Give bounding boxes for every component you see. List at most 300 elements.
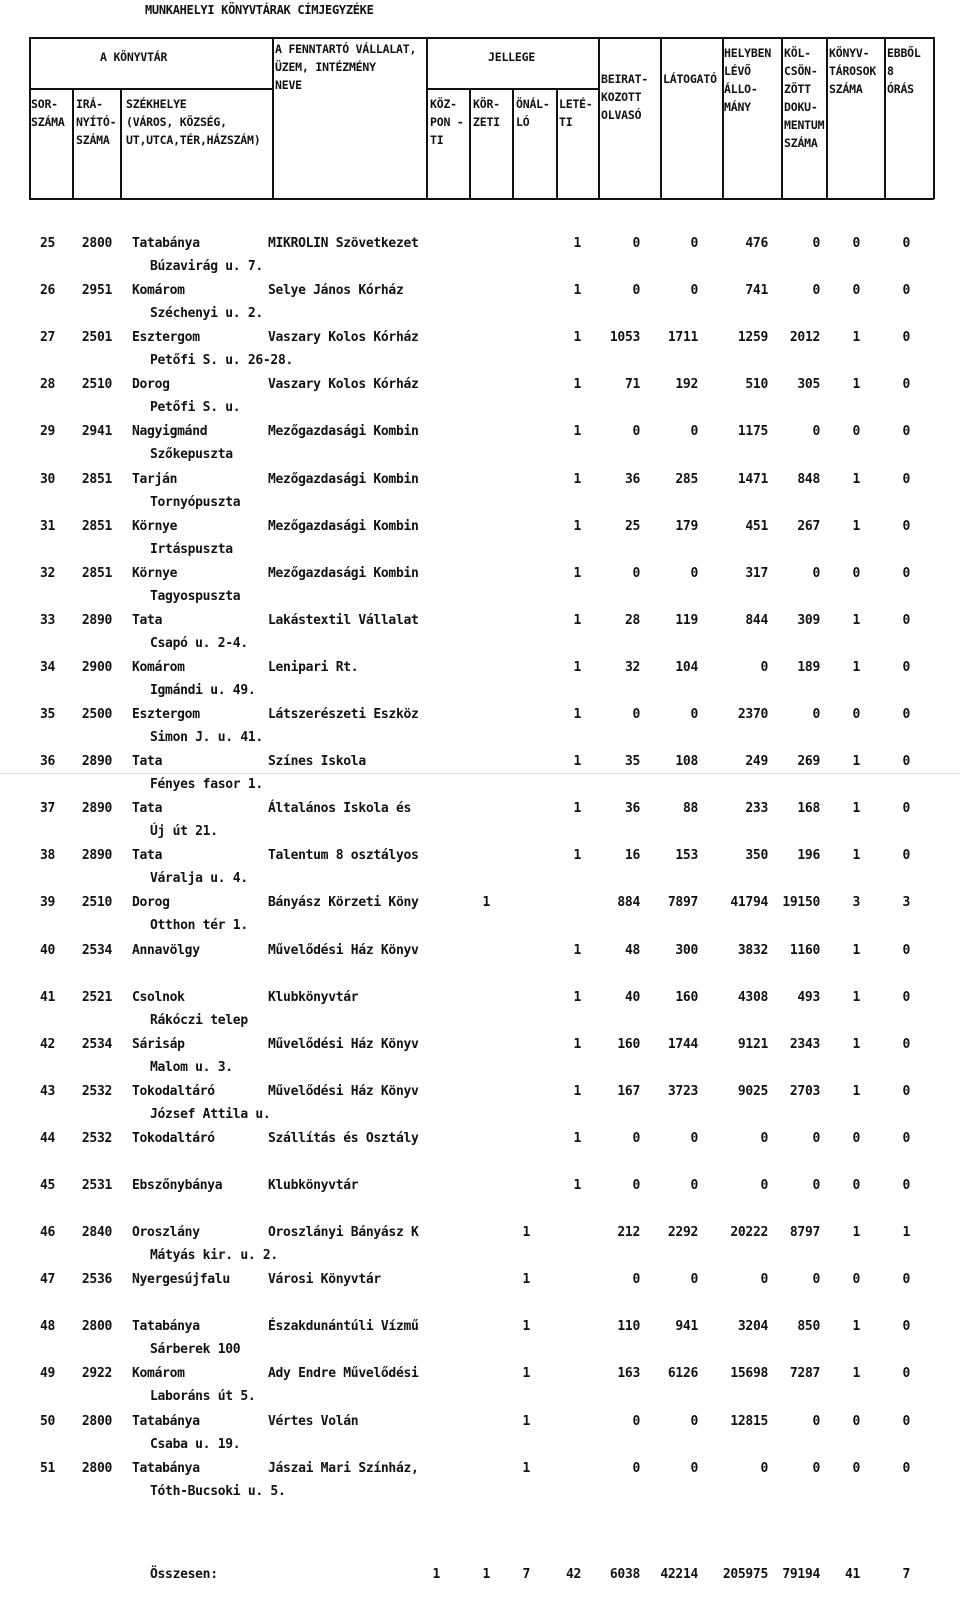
header-fenntarto-line: A FENNTARTÓ VÁLLALAT,: [275, 42, 417, 56]
cell-sor: 28: [39, 377, 55, 393]
cell-org: Oroszlányi Bányász K: [268, 1225, 419, 1241]
col-border-4: [426, 37, 428, 199]
cell-ir: 2851: [81, 471, 112, 487]
cell-let: 1: [573, 1178, 581, 1193]
cell-beirat: 0: [632, 1272, 640, 1288]
cell-beirat: 0: [632, 236, 640, 251]
cell-ebbol: 0: [902, 471, 910, 487]
cell-ir: 2510: [81, 895, 112, 911]
cell-let: 1: [573, 754, 581, 770]
cell-konyv: 1: [852, 377, 860, 393]
scan-fold-line: [0, 773, 960, 774]
cell-org: Vértes Volán: [268, 1413, 359, 1429]
cell-sor: 26: [39, 283, 55, 299]
cell-konyv: 1: [852, 989, 860, 1005]
cell-let: 1: [573, 1130, 581, 1146]
cell-kolcs: 0: [812, 707, 820, 722]
cell-ir: 2941: [81, 424, 112, 440]
header-beirat-line: KOZOTT: [601, 90, 642, 104]
cell-ir: 2951: [81, 283, 112, 299]
cell-sor: 31: [39, 518, 55, 534]
cell-let: 1: [573, 659, 581, 675]
cell-hely: 233: [745, 801, 768, 817]
cell-konyv: 1: [852, 659, 860, 675]
cell-let: 1: [573, 565, 581, 581]
header-kolcson-line: DOKU-: [784, 100, 818, 114]
cell-ebbol: 0: [902, 612, 910, 628]
header-sorszama-line: SOR-: [31, 97, 58, 111]
cell-beirat: 25: [624, 518, 640, 534]
cell-kolcs: 2012: [789, 330, 820, 346]
cell-org: Mezőgazdasági Kombin: [268, 424, 419, 440]
cell-sor: 27: [39, 330, 55, 346]
header-korzeti-line: KÖR-: [473, 97, 500, 111]
cell-hely: 2370: [737, 707, 768, 722]
cell-let: 1: [573, 377, 581, 393]
cell-konyv: 0: [852, 1130, 860, 1146]
col-border-14: [933, 37, 935, 199]
cell-hely: 0: [760, 1178, 768, 1193]
cell-ir: 2531: [81, 1178, 112, 1193]
cell-hely: 1259: [737, 330, 768, 346]
total-konyv: 41: [844, 1567, 860, 1582]
cell-org: Ady Endre Művelődési: [268, 1366, 419, 1382]
cell-onal: 1: [522, 1460, 530, 1476]
cell-kolcs: 2703: [789, 1083, 820, 1099]
header-iranyitoszama-line: IRÁ-: [76, 97, 103, 111]
total-beirat: 6038: [609, 1567, 640, 1582]
cell-let: 1: [573, 471, 581, 487]
cell-ebbol: 3: [902, 895, 910, 911]
cell-konyv: 1: [852, 801, 860, 817]
cell-ir: 2890: [81, 612, 112, 628]
cell-city: Tata: [132, 612, 163, 628]
header-helyben-line: LÉVŐ: [724, 64, 751, 78]
cell-let: 1: [573, 801, 581, 817]
total-onal: 7: [522, 1567, 530, 1582]
cell-beirat: 36: [624, 471, 640, 487]
col-border-9: [660, 37, 662, 199]
cell-city: Komárom: [132, 1366, 185, 1382]
cell-ir: 2532: [81, 1083, 112, 1099]
cell-city: Esztergom: [132, 330, 200, 346]
cell-ebbol: 0: [902, 801, 910, 817]
cell-sor: 47: [39, 1272, 55, 1288]
cell-lat: 6126: [667, 1366, 698, 1382]
header-fenntarto-line: ÜZEM, INTÉZMÉNY: [275, 60, 376, 74]
cell-kolcs: 0: [812, 283, 820, 299]
header-subdivider-konyvtar: [29, 88, 272, 90]
col-border-8: [598, 37, 600, 199]
cell-ir: 2510: [81, 377, 112, 393]
header-konyvtarosok-line: TÁROSOK: [829, 64, 877, 78]
cell-city: Nyergesújfalu: [132, 1272, 230, 1288]
cell-kolcs: 305: [797, 377, 820, 393]
cell-konyv: 1: [852, 1366, 860, 1382]
header-kolcson-line: SZÁMA: [784, 136, 818, 150]
cell-org: Klubkönyvtár: [268, 1178, 359, 1193]
cell-org: Vaszary Kolos Kórház: [268, 377, 419, 393]
header-helyben-line: HELYBEN: [724, 46, 772, 60]
cell-lat: 0: [690, 236, 698, 251]
cell-beirat: 212: [617, 1225, 640, 1241]
cell-hely: 15698: [730, 1366, 768, 1382]
cell-org: Lenipari Rt.: [268, 659, 359, 675]
cell-ebbol: 0: [902, 1319, 910, 1335]
cell-city: Tata: [132, 801, 163, 817]
col-border-1: [72, 88, 74, 199]
header-kolcson-line: KÖL-: [784, 46, 811, 60]
cell-konyv: 1: [852, 942, 860, 958]
cell-city: Annavölgy: [132, 942, 200, 958]
header-group-konyvtar: A KÖNYVTÁR: [100, 50, 168, 64]
header-konyvtarosok-line: KÖNYV-: [829, 46, 870, 60]
cell-kor: 1: [482, 895, 490, 911]
cell-lat: 160: [675, 989, 698, 1005]
total-ebbol: 7: [902, 1567, 910, 1582]
cell-beirat: 16: [624, 848, 640, 864]
cell-konyv: 1: [852, 1225, 860, 1241]
cell-ebbol: 0: [902, 283, 910, 299]
cell-kolcs: 493: [797, 989, 820, 1005]
cell-ebbol: 0: [902, 848, 910, 864]
cell-city: Ebszőnybánya: [132, 1178, 223, 1193]
col-border-10: [722, 37, 724, 199]
col-border-5: [469, 88, 471, 199]
cell-city: Környe: [132, 565, 178, 581]
header-szekhelye-line: SZÉKHELYE: [126, 97, 187, 111]
cell-beirat: 0: [632, 1460, 640, 1476]
cell-address: Igmándi u. 49.: [150, 682, 256, 698]
cell-kolcs: 0: [812, 565, 820, 581]
cell-hely: 249: [745, 754, 768, 770]
cell-ebbol: 0: [902, 424, 910, 440]
col-border-13: [884, 37, 886, 199]
cell-ebbol: 0: [902, 659, 910, 675]
cell-beirat: 28: [624, 612, 640, 628]
cell-address: Szőkepuszta: [150, 447, 233, 463]
cell-beirat: 163: [617, 1366, 640, 1382]
cell-ir: 2521: [81, 989, 112, 1005]
cell-lat: 0: [690, 1272, 698, 1288]
cell-kolcs: 0: [812, 1178, 820, 1193]
cell-sor: 37: [39, 801, 55, 817]
cell-beirat: 0: [632, 424, 640, 440]
cell-ebbol: 0: [902, 330, 910, 346]
cell-ir: 2851: [81, 565, 112, 581]
cell-let: 1: [573, 518, 581, 534]
cell-sor: 43: [39, 1083, 55, 1099]
cell-ebbol: 0: [902, 1178, 910, 1193]
cell-hely: 476: [745, 236, 768, 251]
header-fenntarto-line: NEVE: [275, 78, 302, 92]
header-onallo-line: LÓ: [516, 115, 530, 129]
cell-org: Művelődési Ház Könyv: [268, 942, 419, 958]
cell-org: Művelődési Ház Könyv: [268, 1036, 419, 1052]
cell-address: Tagyospuszta: [150, 588, 241, 604]
cell-kolcs: 1160: [789, 942, 820, 958]
cell-city: Tarján: [132, 471, 178, 487]
header-helyben-line: MÁNY: [724, 100, 751, 114]
cell-city: Tatabánya: [132, 1413, 200, 1429]
cell-kolcs: 7287: [789, 1366, 820, 1382]
cell-address: József Attila u.: [150, 1106, 271, 1122]
header-kolcson-line: CSÖN-: [784, 64, 818, 78]
cell-ebbol: 1: [902, 1225, 910, 1241]
cell-sor: 25: [39, 236, 55, 251]
cell-onal: 1: [522, 1225, 530, 1241]
header-latogato-line: LÁTOGATÓ: [663, 72, 717, 86]
cell-kolcs: 168: [797, 801, 820, 817]
header-kolcson-line: MENTUM: [784, 118, 825, 132]
cell-ir: 2900: [81, 659, 112, 675]
cell-sor: 40: [39, 942, 55, 958]
header-kozponti-line: PON -: [430, 115, 464, 129]
cell-address: Fényes fasor 1.: [150, 777, 263, 793]
cell-sor: 42: [39, 1036, 55, 1052]
header-kolcson-line: ZÖTT: [784, 82, 811, 96]
cell-city: Esztergom: [132, 707, 200, 722]
cell-hely: 20222: [730, 1225, 768, 1241]
total-kor: 1: [482, 1567, 490, 1582]
cell-city: Nagyigmánd: [132, 424, 208, 440]
total-kolcs: 79194: [782, 1567, 820, 1582]
cell-address: Tornyópuszta: [150, 494, 241, 510]
header-onallo-line: ÖNÁL-: [516, 97, 550, 111]
cell-hely: 9121: [737, 1036, 768, 1052]
header-beirat-line: OLVASÓ: [601, 108, 642, 122]
cell-address: Irtáspuszta: [150, 541, 233, 557]
cell-address: Malom u. 3.: [150, 1059, 233, 1075]
cell-address: Otthon tér 1.: [150, 918, 248, 934]
cell-lat: 0: [690, 1178, 698, 1193]
cell-sor: 45: [39, 1178, 55, 1193]
cell-hely: 741: [745, 283, 768, 299]
header-group-jellege: JELLEGE: [488, 50, 536, 64]
header-ebbol-line: ÓRÁS: [887, 82, 914, 96]
total-let: 42: [565, 1567, 581, 1582]
cell-org: Talentum 8 osztályos: [268, 848, 419, 864]
cell-ebbol: 0: [902, 565, 910, 581]
cell-org: Mezőgazdasági Kombin: [268, 518, 419, 534]
cell-sor: 44: [39, 1130, 55, 1146]
cell-address: Tóth-Bucsoki u. 5.: [150, 1483, 286, 1499]
cell-lat: 0: [690, 424, 698, 440]
cell-city: Tata: [132, 848, 163, 864]
cell-org: Városi Könyvtár: [268, 1272, 381, 1288]
cell-beirat: 1053: [609, 330, 640, 346]
cell-ir: 2800: [81, 1460, 112, 1476]
cell-lat: 0: [690, 707, 698, 722]
header-leteti-line: TI: [559, 115, 573, 129]
cell-ir: 2890: [81, 801, 112, 817]
cell-konyv: 0: [852, 565, 860, 581]
cell-beirat: 110: [617, 1319, 640, 1335]
cell-kolcs: 267: [797, 518, 820, 534]
cell-ebbol: 0: [902, 942, 910, 958]
cell-hely: 9025: [737, 1083, 768, 1099]
header-kozponti-line: TI: [430, 133, 444, 147]
cell-konyv: 0: [852, 707, 860, 722]
cell-sor: 30: [39, 471, 55, 487]
cell-let: 1: [573, 848, 581, 864]
cell-sor: 32: [39, 565, 55, 581]
cell-lat: 0: [690, 1130, 698, 1146]
cell-ebbol: 0: [902, 236, 910, 251]
cell-city: Tokodaltáró: [132, 1083, 215, 1099]
cell-address: Új út 21.: [150, 824, 218, 840]
cell-lat: 300: [675, 942, 698, 958]
cell-ebbol: 0: [902, 707, 910, 722]
header-szekhelye-line: UT,UTCA,TÉR,HÁZSZÁM): [126, 133, 261, 147]
col-border-2: [120, 88, 122, 199]
cell-hely: 451: [745, 518, 768, 534]
cell-let: 1: [573, 989, 581, 1005]
cell-kolcs: 0: [812, 1130, 820, 1146]
cell-lat: 7897: [667, 895, 698, 911]
cell-hely: 3832: [737, 942, 768, 958]
cell-ebbol: 0: [902, 377, 910, 393]
cell-let: 1: [573, 942, 581, 958]
cell-hely: 41794: [730, 895, 768, 911]
cell-beirat: 0: [632, 283, 640, 299]
header-leteti-line: LETÉ-: [559, 97, 593, 111]
cell-konyv: 1: [852, 848, 860, 864]
total-lat: 42214: [660, 1567, 698, 1582]
cell-kolcs: 189: [797, 659, 820, 675]
cell-sor: 38: [39, 848, 55, 864]
cell-address: Sárberek 100: [150, 1342, 241, 1358]
cell-city: Tatabánya: [132, 236, 200, 251]
cell-city: Dorog: [132, 377, 170, 393]
cell-org: MIKROLIN Szövetkezet: [268, 236, 419, 251]
cell-kolcs: 269: [797, 754, 820, 770]
cell-org: Bányász Körzeti Köny: [268, 895, 419, 911]
col-border-3: [272, 37, 274, 199]
cell-ebbol: 0: [902, 518, 910, 534]
cell-hely: 3204: [737, 1319, 768, 1335]
cell-address: Laboráns út 5.: [150, 1389, 256, 1405]
header-bottom-border: [29, 198, 934, 200]
cell-konyv: 1: [852, 754, 860, 770]
cell-hely: 510: [745, 377, 768, 393]
cell-sor: 41: [39, 989, 55, 1005]
cell-ir: 2890: [81, 848, 112, 864]
cell-city: Tata: [132, 754, 163, 770]
cell-address: Rákóczi telep: [150, 1012, 248, 1028]
cell-ebbol: 0: [902, 1366, 910, 1382]
cell-konyv: 0: [852, 1413, 860, 1429]
document-title: MUNKAHELYI KÖNYVTÁRAK CÍMJEGYZÉKE: [145, 3, 374, 17]
cell-sor: 34: [39, 659, 55, 675]
cell-ir: 2890: [81, 754, 112, 770]
cell-let: 1: [573, 283, 581, 299]
cell-lat: 285: [675, 471, 698, 487]
cell-lat: 119: [675, 612, 698, 628]
cell-lat: 0: [690, 565, 698, 581]
cell-beirat: 167: [617, 1083, 640, 1099]
cell-ir: 2500: [81, 707, 112, 722]
cell-konyv: 0: [852, 1272, 860, 1288]
cell-org: Lakástextil Vállalat: [268, 612, 419, 628]
cell-ir: 2922: [81, 1366, 112, 1382]
cell-hely: 0: [760, 1130, 768, 1146]
cell-ir: 2800: [81, 236, 112, 251]
cell-ebbol: 0: [902, 1083, 910, 1099]
cell-ebbol: 0: [902, 1272, 910, 1288]
cell-kolcs: 8797: [789, 1225, 820, 1241]
cell-city: Komárom: [132, 283, 185, 299]
cell-onal: 1: [522, 1413, 530, 1429]
cell-hely: 0: [760, 1272, 768, 1288]
cell-konyv: 1: [852, 330, 860, 346]
cell-org: Jászai Mari Színház,: [268, 1460, 419, 1476]
cell-city: Sárisáp: [132, 1036, 185, 1052]
cell-org: Mezőgazdasági Kombin: [268, 471, 419, 487]
cell-beirat: 0: [632, 1178, 640, 1193]
cell-konyv: 0: [852, 283, 860, 299]
cell-hely: 350: [745, 848, 768, 864]
header-helyben-line: ÁLLO-: [724, 82, 758, 96]
cell-kolcs: 0: [812, 236, 820, 251]
cell-ir: 2536: [81, 1272, 112, 1288]
cell-hely: 0: [760, 1460, 768, 1476]
cell-city: Csolnok: [132, 989, 185, 1005]
cell-beirat: 884: [617, 895, 640, 911]
cell-org: Klubkönyvtár: [268, 989, 359, 1005]
header-ebbol-line: EBBŐL: [887, 46, 921, 60]
cell-ir: 2534: [81, 942, 112, 958]
cell-lat: 108: [675, 754, 698, 770]
cell-ir: 2851: [81, 518, 112, 534]
cell-lat: 1744: [667, 1036, 698, 1052]
cell-city: Dorog: [132, 895, 170, 911]
cell-sor: 46: [39, 1225, 55, 1241]
cell-hely: 317: [745, 565, 768, 581]
cell-kolcs: 850: [797, 1319, 820, 1335]
col-border-12: [826, 37, 828, 199]
cell-let: 1: [573, 236, 581, 251]
cell-onal: 1: [522, 1319, 530, 1335]
totals-label: Összesen:: [150, 1567, 218, 1582]
cell-sor: 39: [39, 895, 55, 911]
cell-let: 1: [573, 1036, 581, 1052]
cell-ebbol: 0: [902, 989, 910, 1005]
cell-konyv: 0: [852, 424, 860, 440]
cell-konyv: 0: [852, 1178, 860, 1193]
cell-address: Petőfi S. u. 26-28.: [150, 353, 294, 369]
cell-hely: 1471: [737, 471, 768, 487]
cell-ir: 2532: [81, 1130, 112, 1146]
cell-beirat: 71: [624, 377, 640, 393]
cell-city: Komárom: [132, 659, 185, 675]
cell-lat: 1711: [667, 330, 698, 346]
col-border-11: [781, 37, 783, 199]
cell-lat: 88: [682, 801, 698, 817]
cell-kolcs: 19150: [782, 895, 820, 911]
cell-let: 1: [573, 424, 581, 440]
cell-address: Váralja u. 4.: [150, 871, 248, 887]
cell-address: Petőfi S. u.: [150, 400, 241, 416]
cell-org: Selye János Kórház: [268, 283, 404, 299]
cell-konyv: 1: [852, 1319, 860, 1335]
cell-lat: 192: [675, 377, 698, 393]
cell-konyv: 0: [852, 236, 860, 251]
cell-lat: 3723: [667, 1083, 698, 1099]
cell-let: 1: [573, 1083, 581, 1099]
cell-ebbol: 0: [902, 1036, 910, 1052]
cell-city: Környe: [132, 518, 178, 534]
